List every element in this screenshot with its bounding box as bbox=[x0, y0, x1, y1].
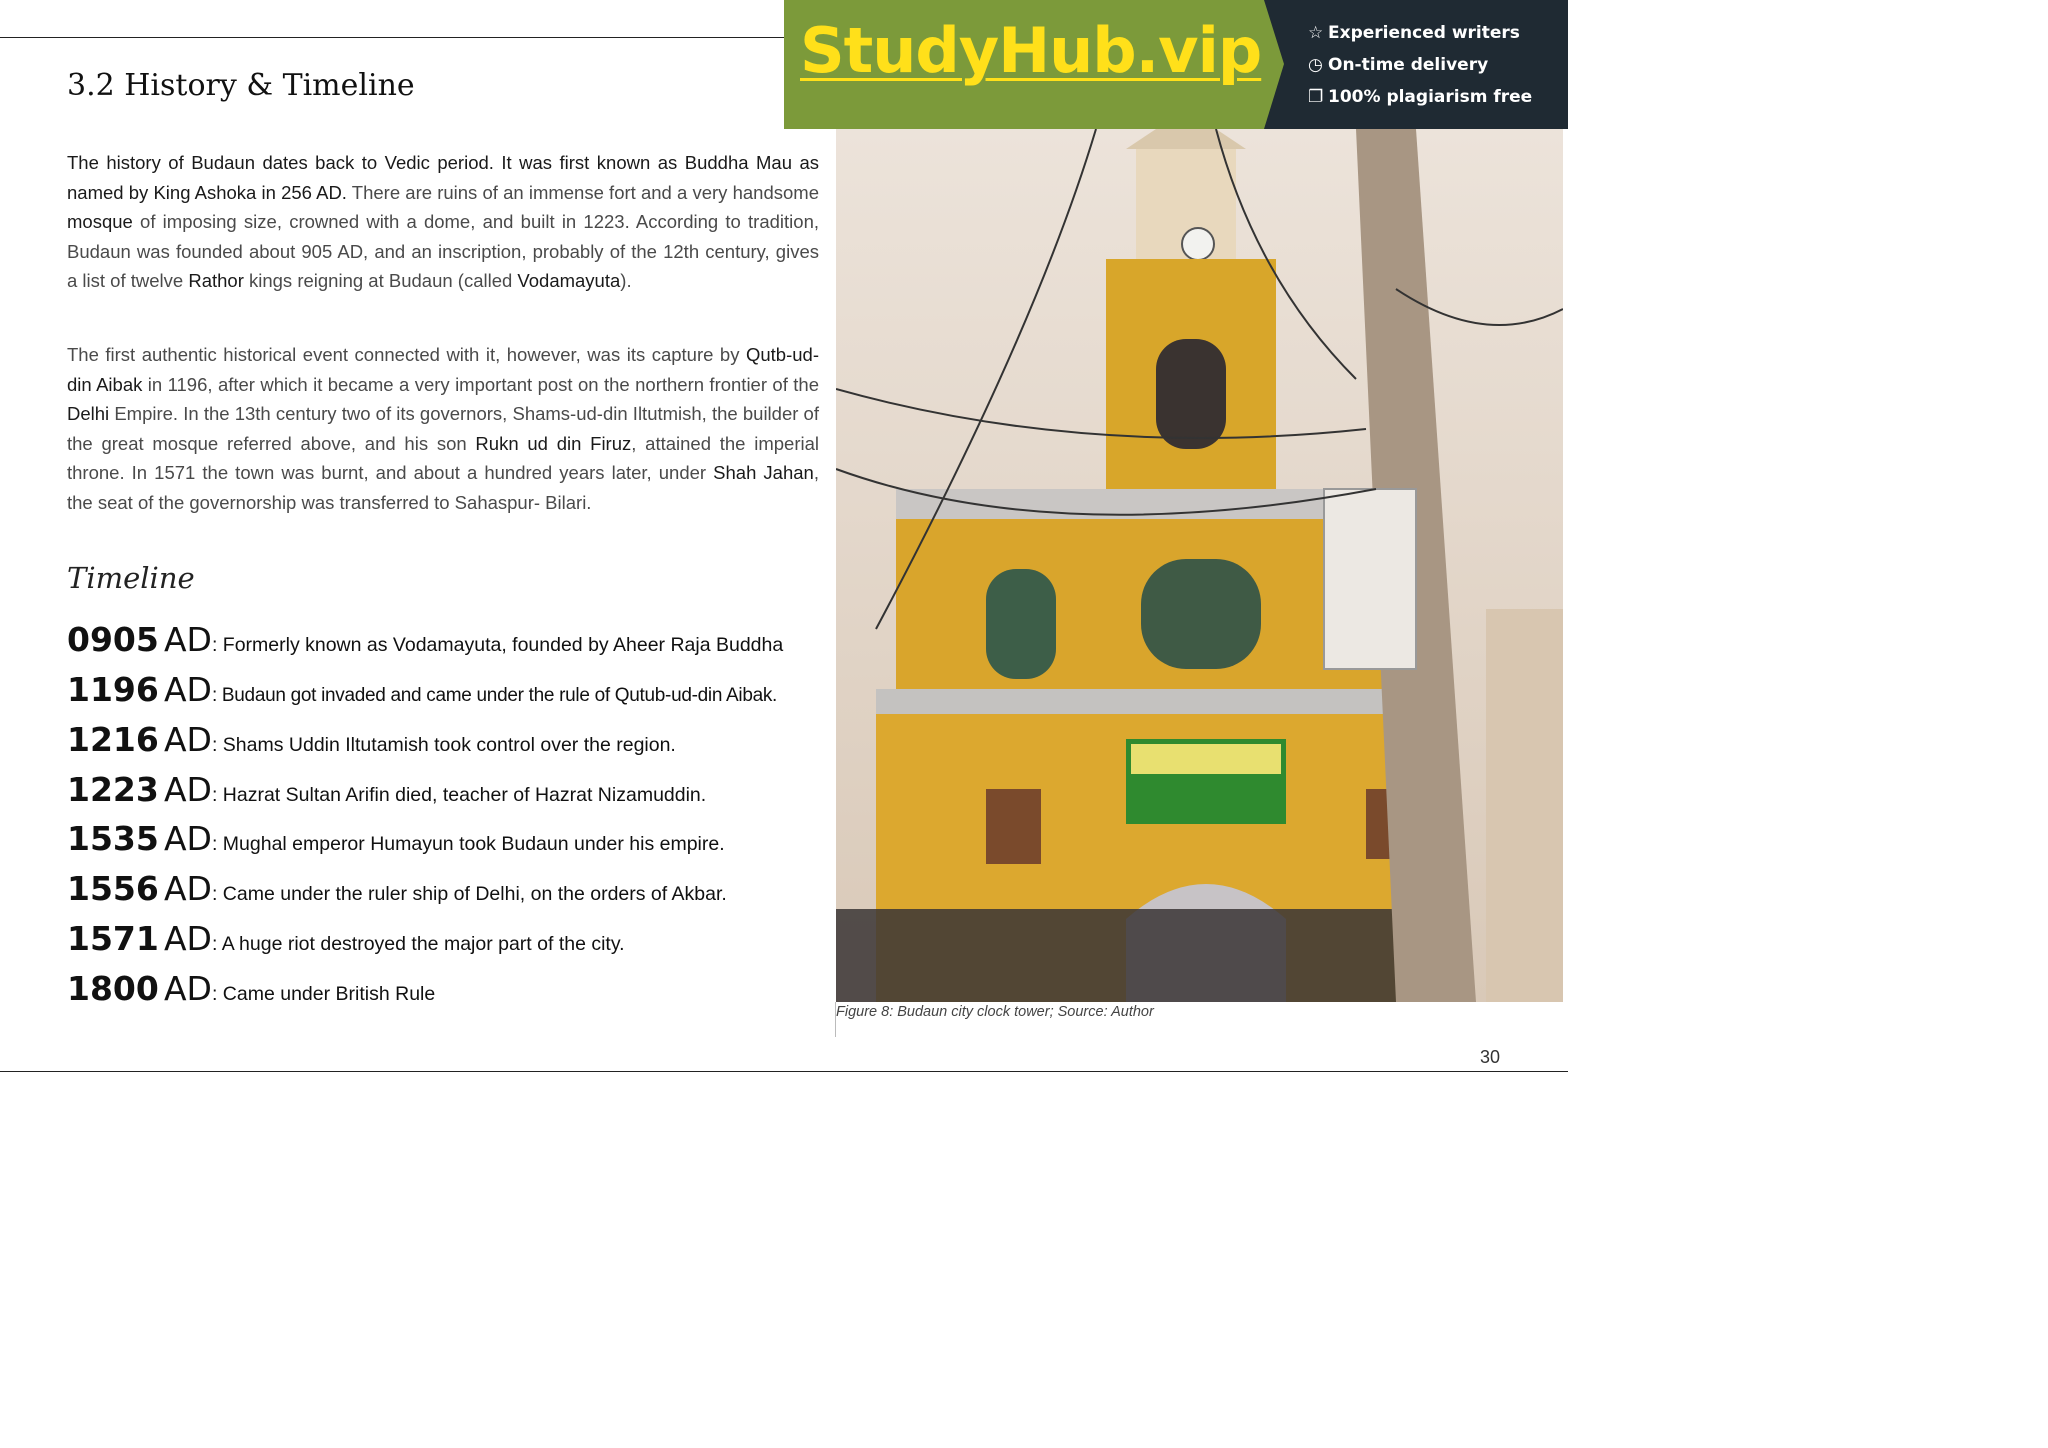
feature-plagiarism-free: ❐ 100% plagiarism free bbox=[1308, 87, 1533, 107]
feature-on-time-delivery: ◷ On-time delivery bbox=[1308, 55, 1489, 75]
ad-banner-divider bbox=[1264, 0, 1284, 129]
rathor-link[interactable]: Rathor bbox=[188, 270, 244, 291]
studyhub-logo[interactable]: StudyHub.vip bbox=[800, 14, 1262, 87]
timeline-entry: 1223 AD: Hazrat Sultan Arifin died, teacher of Hazrat Nizamuddin. bbox=[67, 770, 707, 809]
timeline-entry: 1571 AD: A huge riot destroyed the major part of the city. bbox=[67, 919, 625, 958]
footer-rule bbox=[0, 1071, 1568, 1072]
page-number: 30 bbox=[1480, 1047, 1501, 1067]
section-title: 3.2 History & Timeline bbox=[67, 68, 415, 103]
timeline-entry: 1196 AD: Budaun got invaded and came under the rule of Qutub-ud-din Aibak. bbox=[67, 670, 778, 709]
history-paragraph-1: The history of Budaun dates back to Vedic period. It was first known as Buddha Mau as named by King Ashoka in 256 AD. There are ruins of an immense fort and a very handsome mosque of imposing size, crowned with a dome, and built in 1223. According to tradition, Budaun was founded about 905 AD, and an inscription, probably of the 12th century, gives a list of twelve Rathor kings reigning at Budaun (called Vodamayuta). bbox=[67, 152, 819, 291]
timeline-entry: 1535 AD: Mughal emperor Humayun took Budaun under his empire. bbox=[67, 819, 725, 858]
timeline-entry: 1216 AD: Shams Uddin Iltutamish took control over the region. bbox=[67, 720, 676, 759]
vodamayuta-link[interactable]: Vodamayuta bbox=[517, 270, 621, 291]
copy-icon: ❐ bbox=[1308, 87, 1324, 107]
clock-tower-photo bbox=[836, 129, 1563, 1002]
timeline-entry: 1800 AD: Came under British Rule bbox=[67, 969, 436, 1008]
timeline-entry: 0905 AD: Formerly known as Vodamayuta, founded by Aheer Raja Buddha bbox=[67, 620, 784, 659]
mosque-link[interactable]: mosque bbox=[67, 211, 133, 232]
timeline-heading: Timeline bbox=[67, 561, 195, 595]
rukn-ud-din-firuz-link[interactable]: Rukn ud din Firuz bbox=[475, 432, 632, 454]
shah-jahan-link[interactable]: Shah Jahan bbox=[713, 462, 814, 483]
header-rule bbox=[0, 37, 790, 38]
star-icon: ☆ bbox=[1308, 23, 1324, 43]
clock-icon: ◷ bbox=[1308, 55, 1323, 75]
history-paragraph-2: The first authentic historical event connected with it, however, was its capture by Qutb-ud-din Aibak in 1196, after which it became a very important post on the northern frontier of the Delhi Empire. In the 13th century two of its governors, Shams-ud-din Iltutmish, the builder of the great mosque referred above, and his son Rukn ud din Firuz, attained the imperial throne. In 1571 the town was burnt, and about a hundred years later, under Shah Jahan, the seat of the governorship was transferred to Sahaspur- Bilari. bbox=[67, 344, 819, 513]
delhi-link[interactable]: Delhi bbox=[67, 403, 110, 424]
qutb-ud-din-aibak-link[interactable]: Qutb-ud-din Aibak bbox=[67, 344, 819, 395]
feature-experienced-writers: ☆ Experienced writers bbox=[1308, 23, 1520, 43]
figure-caption: Figure 8: Budaun city clock tower; Source: Author bbox=[836, 1004, 1154, 1020]
timeline-entry: 1556 AD: Came under the ruler ship of Delhi, on the orders of Akbar. bbox=[67, 869, 727, 908]
